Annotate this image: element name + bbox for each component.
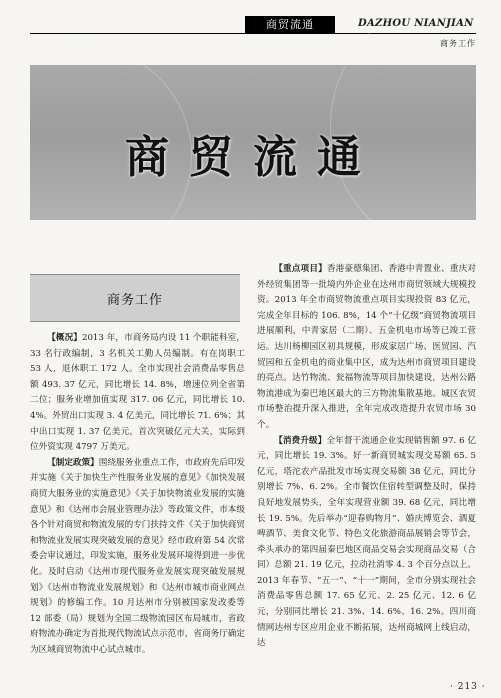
banner-title: 商贸流通 xyxy=(125,132,381,183)
left-column xyxy=(30,331,245,658)
title-banner xyxy=(30,65,476,220)
paragraph-consumption xyxy=(257,434,476,652)
publication-name: DAZHOU NIANJIAN xyxy=(358,18,474,29)
paragraph-text: 香港豪德集团、香港中青置业、重庆对外经贸集团等一批境内外企业在达州市商贸领域大规模投资。2013 年全市商贸物流重点项目实现投资 83 亿元，完成全年目标的 106. 8%，14 个“十亿级”商贸物流项目进展顺利，中青家居（二期）、五金机电市场等已竣工营运。达川杨柳园区初具规模，形成家居广场、医贸园、汽贸园和五金机电的商业集中区，成为达州市商贸项目建设的亮点。达竹物流、瓮福物流等项目加快建设，达州公路物流港成为秦巴地区最大的三方物流集散基地。城区农贸市场整治提升深入推进，全年完成改造提升农贸市场 30 个。 xyxy=(257,264,476,430)
paragraph-tag: 【消费升级】 xyxy=(274,435,327,446)
subsection-label: 商务工作 xyxy=(440,39,476,48)
paragraph-text: 全年督干流通企业实现销售额 97. 6 亿元，同比增长 19. 3%。好一新商贸城实现交易额 65. 5 亿元，塔沱农产品批发市场实现交易额 38 亿元，同比分别增长 7%、6. 2%。全市餐饮住宿转型调整及时，保持良好地发展势头，全年实现营业额 39. 68 亿元，同比增长 19. 5%。先后举办“迎春购物月”、婚庆博览会、酒夏啤酒节、美食文化节、特色文化旅游商品展销会等节会，牵头承办的第四届秦巴地区商品交易会实现商品交易（合同）总额 21. 19 亿元，拉动社消零 4. 3 个百分点以上。2013 年春节、“五一”、“十一”期间，全市分别实现社会消费品零售总额 17. 65 亿元、2. 25 亿元、12. 6 亿元，分别同比增长 21. 3%、14. 6%、16. 2%。四川商情网达州专区应用企业不断拓展，达州商城网上线启动，达 xyxy=(257,435,476,649)
paragraph-overview xyxy=(30,331,245,456)
section-title: 商务工作 xyxy=(106,293,163,308)
paragraph-tag: 【制定政策】 xyxy=(47,457,99,468)
right-column xyxy=(257,262,476,652)
paragraph-tag: 【重点项目】 xyxy=(274,264,327,274)
paragraph-key-projects xyxy=(257,262,476,434)
paragraph-tag: 【概况】 xyxy=(47,333,82,343)
paragraph-policy xyxy=(30,456,245,659)
page-number: · 213 · xyxy=(450,682,486,692)
section-heading-box xyxy=(30,274,240,322)
paragraph-text: 2013 年，市商务局内设 11 个职能科室，33 名行政编制，3 名机关工勤人员编制。有在岗职工 53 人，退休职工 172 人。全市实现社会消费品零售总额 493. 37 亿元，同比增长 14. 8%，增速位列全省第二位；服务业增加值实现 317. 06 亿元，同比增长 10. 4%。外贸出口实现 3. 4 亿美元，同比增长 71. 6%；其中出口实现 1. 37 亿美元，首次突破亿元大关，实际到位外资实现 4797 万美元。 xyxy=(30,333,245,453)
section-tab: 商贸流通 xyxy=(245,16,335,33)
paragraph-text: 围绕服务业重点工作，市政府先后印发并实施《关于加快生产性服务业发展的意见》《加快发展商贸大服务业的实施意见》《关于加快物流业发展的实施意见》和《达州市会展业管理办法》等政策文件，市本级各个针对商贸和物流发展的专门扶持文件《关于加快商贸和物流业发展实现突破发展的意见》经市政府第 54 次常委会审议通过，印发实施，服务业发展环境得到进一步优化。及时启动《达州市现代服务业发展实现突破发展规划》《达州市物流业发展规划》和《达州市城市商业网点规划》的修编工作。10 月达州市分别被国家发改委等 12 部委（局）规划为全国二级物流园区布局城市，省政府物流办确定为首批现代物流试点示范市，省商务厅确定为区域商贸物流中心试点城市。 xyxy=(30,457,245,655)
